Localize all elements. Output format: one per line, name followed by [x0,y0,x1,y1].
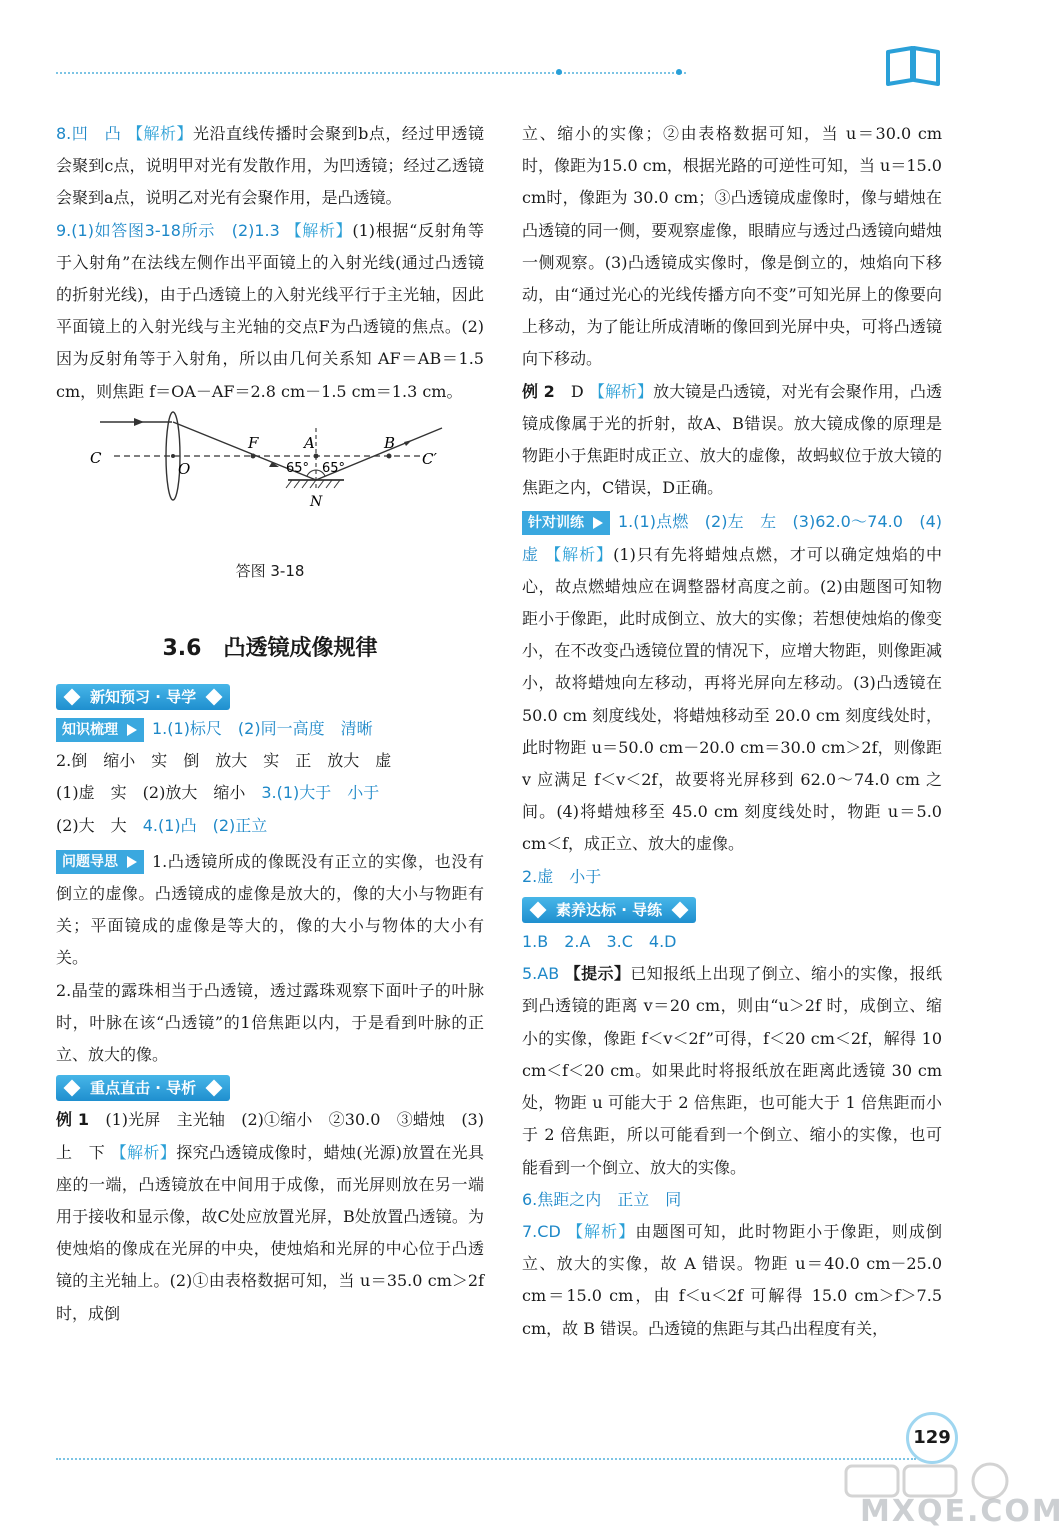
watermark-text: MXQE.COM [860,1494,1064,1529]
practice-5 [522,958,942,1183]
tt-item-1: 1.(1)点燃 (2)左 左 (3)62.0～74.0 (4)虚 [522,512,942,564]
example-2 [522,376,942,505]
example-2-analysis: 放大镜是凸透镜，对光有会聚作用，凸透镜成像属于光的折射，故A、B错误。放大镜成像的原理是物距小于焦距时成正立、放大的虚像，故蚂蚁位于放大镜的焦距之内，C错误，D正确。 [522,381,942,498]
ks-item-3b-text: (2)大 大 [56,815,127,835]
page-number: 129 [906,1412,958,1464]
example-1-answer: (1)光屏 主光轴 (2)①缩小 ②30.0 ③蜡烛 (3)上 下 [56,1110,484,1162]
qg-item-2 [56,975,484,1072]
label-B: B [384,433,396,452]
diamond-icon [206,1080,223,1097]
section-title: 3.6 凸透镜成像规律 [162,635,378,661]
tt-item-2 [522,861,942,893]
figure-caption: 答图 3-18 [235,561,305,580]
example-1 [56,1104,484,1329]
answer-q8 [56,118,484,215]
q8-analysis: 光沿直线传播时会聚到b点，经过甲透镜会聚到c点，说明甲对光有发散作用，为凹透镜；经过乙透镜会聚到a点，说明乙对光有会聚作用，是凸透镜。 [56,124,484,208]
label-F: F [248,433,259,452]
header-dotted-line [56,72,686,74]
diamond-icon [206,688,223,705]
label-C-prime: C′ [422,449,437,468]
book-icon [884,44,942,88]
ks-item-3: 3.(1)大于 小于 [261,783,380,803]
banner-preview-label: 新知预习 · 导学 [90,687,197,706]
tag-question: 问题导思 [56,850,144,874]
hint-label: 【提示】 [564,964,631,984]
angle-label-left: 65° [286,460,310,476]
header-dot [556,69,562,75]
analysis-label: 【解析】 [110,1142,177,1162]
analysis-label: 【解析】 [566,1221,636,1241]
practice-5-hint: 已知报纸上出现了倒立、缩小的实像，报纸到凸透镜的距离 v＝20 cm，则由“u＞2f 时，成倒立、缩小的实像，像距 f＜v＜2f”可得，f＜20 cm＜2f，解得 10 cm＜f＜20 cm。如果此时将报纸放在距离此透镜 30 cm 处，物距 u 可能大于 2 倍焦距，也可能大于 1 倍焦距而小于 2 倍焦距，所以可能看到一个倒立、缩小的实像，也可能看到一个倒立、放大的实像。 [522,964,942,1177]
answer-q9 [56,215,484,408]
header-dot [676,69,682,75]
practice-1-4-text: 1.B 2.A 3.C 4.D [522,932,677,952]
tt-item-2-text: 2.虚 小于 [522,866,602,886]
qg-item-2-text: 2.晶莹的露珠相当于凸透镜，透过露珠观察下面叶子的叶脉时，叶脉在该“凸透镜”的1倍焦距以内，于是看到叶脉的正立、放大的像。 [56,980,484,1065]
analysis-label: 【解析】 [126,124,193,143]
example-1-analysis: 探究凸透镜成像时，蜡烛(光源)放置在光具座的一端，凸透镜放在中间用于成像，而光屏则放在另一端用于接收和显示像，故C处应放置光屏，B处放置凸透镜。为使烛焰的像成在光屏的中央，使烛焰和光屏的中心位于凸透镜的主光轴上。(2)①由表格数据可知，当 u＝35.0 cm＞2f 时，成倒 [56,1142,484,1323]
analysis-label: 【解析】 [545,544,614,564]
ks-item-2b-text: (1)虚 实 (2)放大 缩小 [56,783,246,803]
label-O: O [178,459,191,478]
knowledge-summary [56,713,484,745]
practice-1-4 [522,926,942,958]
analysis-label: 【解析】 [588,381,654,401]
banner-focus-label: 重点直击 · 导析 [90,1079,197,1098]
angle-label-right: 65° [322,460,346,476]
ks-item-2-text: 2.倒 缩小 实 倒 放大 实 正 放大 虚 [56,751,392,771]
ks-item-2 [56,745,484,777]
q8-answer: 8.凹 凸 [56,124,122,143]
tt-item-1-analysis: (1)只有先将蜡烛点燃，才可以确定烛焰的中心，故点燃蜡烛应在调整器材高度之前。(2)由题图可知物距小于像距，此时成倒立、放大的实像；若想使烛焰的像变小，在不改变凸透镜位置的情况下，应增大物距，则像距减小，故将蜡烛向左移动，再将光屏向左移动。(3)凸透镜在 50.0 cm 刻度线处，将蜡烛移动至 20.0 cm 刻度线处时，此时物距 u＝50.0 cm－20.0 cm＝30.0 cm＞2f，则像距 v 应满足 f＜v＜2f，故要将光屏移到 62.0～74.0 cm 之间。(4)将蜡烛移至 45.0 cm 刻度线处时，物距 u＝5.0 cm＜f，成正立、放大的虚像。 [522,544,942,854]
example-1-continued [522,118,942,376]
example-1-label: 例 1 [56,1110,90,1130]
practice-5-answer: 5.AB [522,964,560,984]
figure-3-18 [56,414,484,554]
practice-6-text: 6.焦距之内 正立 同 [522,1189,682,1209]
qg-item-1: 1.凸透镜所成的像既没有正立的实像，也没有倒立的虚像。凸透镜成的虚像是放大的，像的大小与物距有关；平面镜成的虚像是等大的，像的大小与物体的大小有关。 [56,851,484,968]
left-column [56,118,484,1330]
tag-training: 针对训练 [522,511,610,535]
q9-analysis: (1)根据“反射角等于入射角”在法线左侧作出平面镜上的入射光线(通过凸透镜的折射光线)，由于凸透镜上的入射光线平行于主光轴，因此平面镜上的入射光线与主光轴的交点F为凸透镜的焦点。(2)因为反射角等于入射角，所以由几何关系知 AF＝AB＝1.5 cm，则焦距 f＝OA－AF＝2.8 cm－1.5 cm＝1.3 cm。 [56,220,484,401]
label-N: N [310,493,323,510]
question-guide [56,846,484,975]
example-2-label: 例 2 [522,381,555,401]
diamond-icon [64,1080,81,1097]
diamond-icon [530,901,547,918]
diamond-icon [672,901,689,918]
ks-item-2b [56,777,484,809]
right-column [522,118,942,1345]
diamond-icon [64,688,81,705]
label-C: C [90,448,102,467]
practice-7-answer: 7.CD [522,1221,561,1241]
ks-item-1: 1.(1)标尺 (2)同一高度 清晰 [152,719,373,739]
ks-item-3b [56,810,484,842]
practice-6 [522,1184,942,1216]
analysis-label: 【解析】 [285,220,353,240]
practice-7 [522,1216,942,1345]
tag-knowledge: 知识梳理 [56,718,144,742]
footer-dotted-line [56,1458,916,1460]
banner-practice [522,897,696,923]
ks-item-4: 4.(1)凸 (2)正立 [142,815,268,835]
banner-preview [56,684,230,710]
banner-focus [56,1075,230,1101]
q9-answer: 9.(1)如答图3-18所示 (2)1.3 [56,220,280,240]
optics-diagram [76,414,466,554]
targeted-training [522,506,942,860]
banner-practice-label: 素养达标 · 导练 [556,900,663,919]
label-A: A [304,433,315,452]
example-2-answer: D [570,381,584,401]
example-1-continued-text: 立、缩小的实像；②由表格数据可知，当 u＝30.0 cm 时，像距为15.0 cm，根据光路的可逆性可知，当 u＝15.0 cm时，像距为 30.0 cm；③凸透镜成虚像时，像与蜡烛在凸透镜的同一侧，要观察虚像，眼睛应与透过凸透镜向蜡烛一侧观察。(3)凸透镜成实像时，像是倒立的，烛焰向下移动，由“通过光心的光线传播方向不变”可知光屏上的像要向上移动，为了能让所成清晰的像回到光屏中央，可将凸透镜向下移动。 [522,124,942,369]
practice-7-analysis: 由题图可知，此时物距小于像距，则成倒立、放大的实像，故 A 错误。物距 u＝40.0 cm－25.0 cm＝15.0 cm，由 f＜u＜2f 可解得 15.0 cm＞f＞7.5 cm，故 B 错误。凸透镜的焦距与其凸出程度有关， [522,1221,942,1338]
